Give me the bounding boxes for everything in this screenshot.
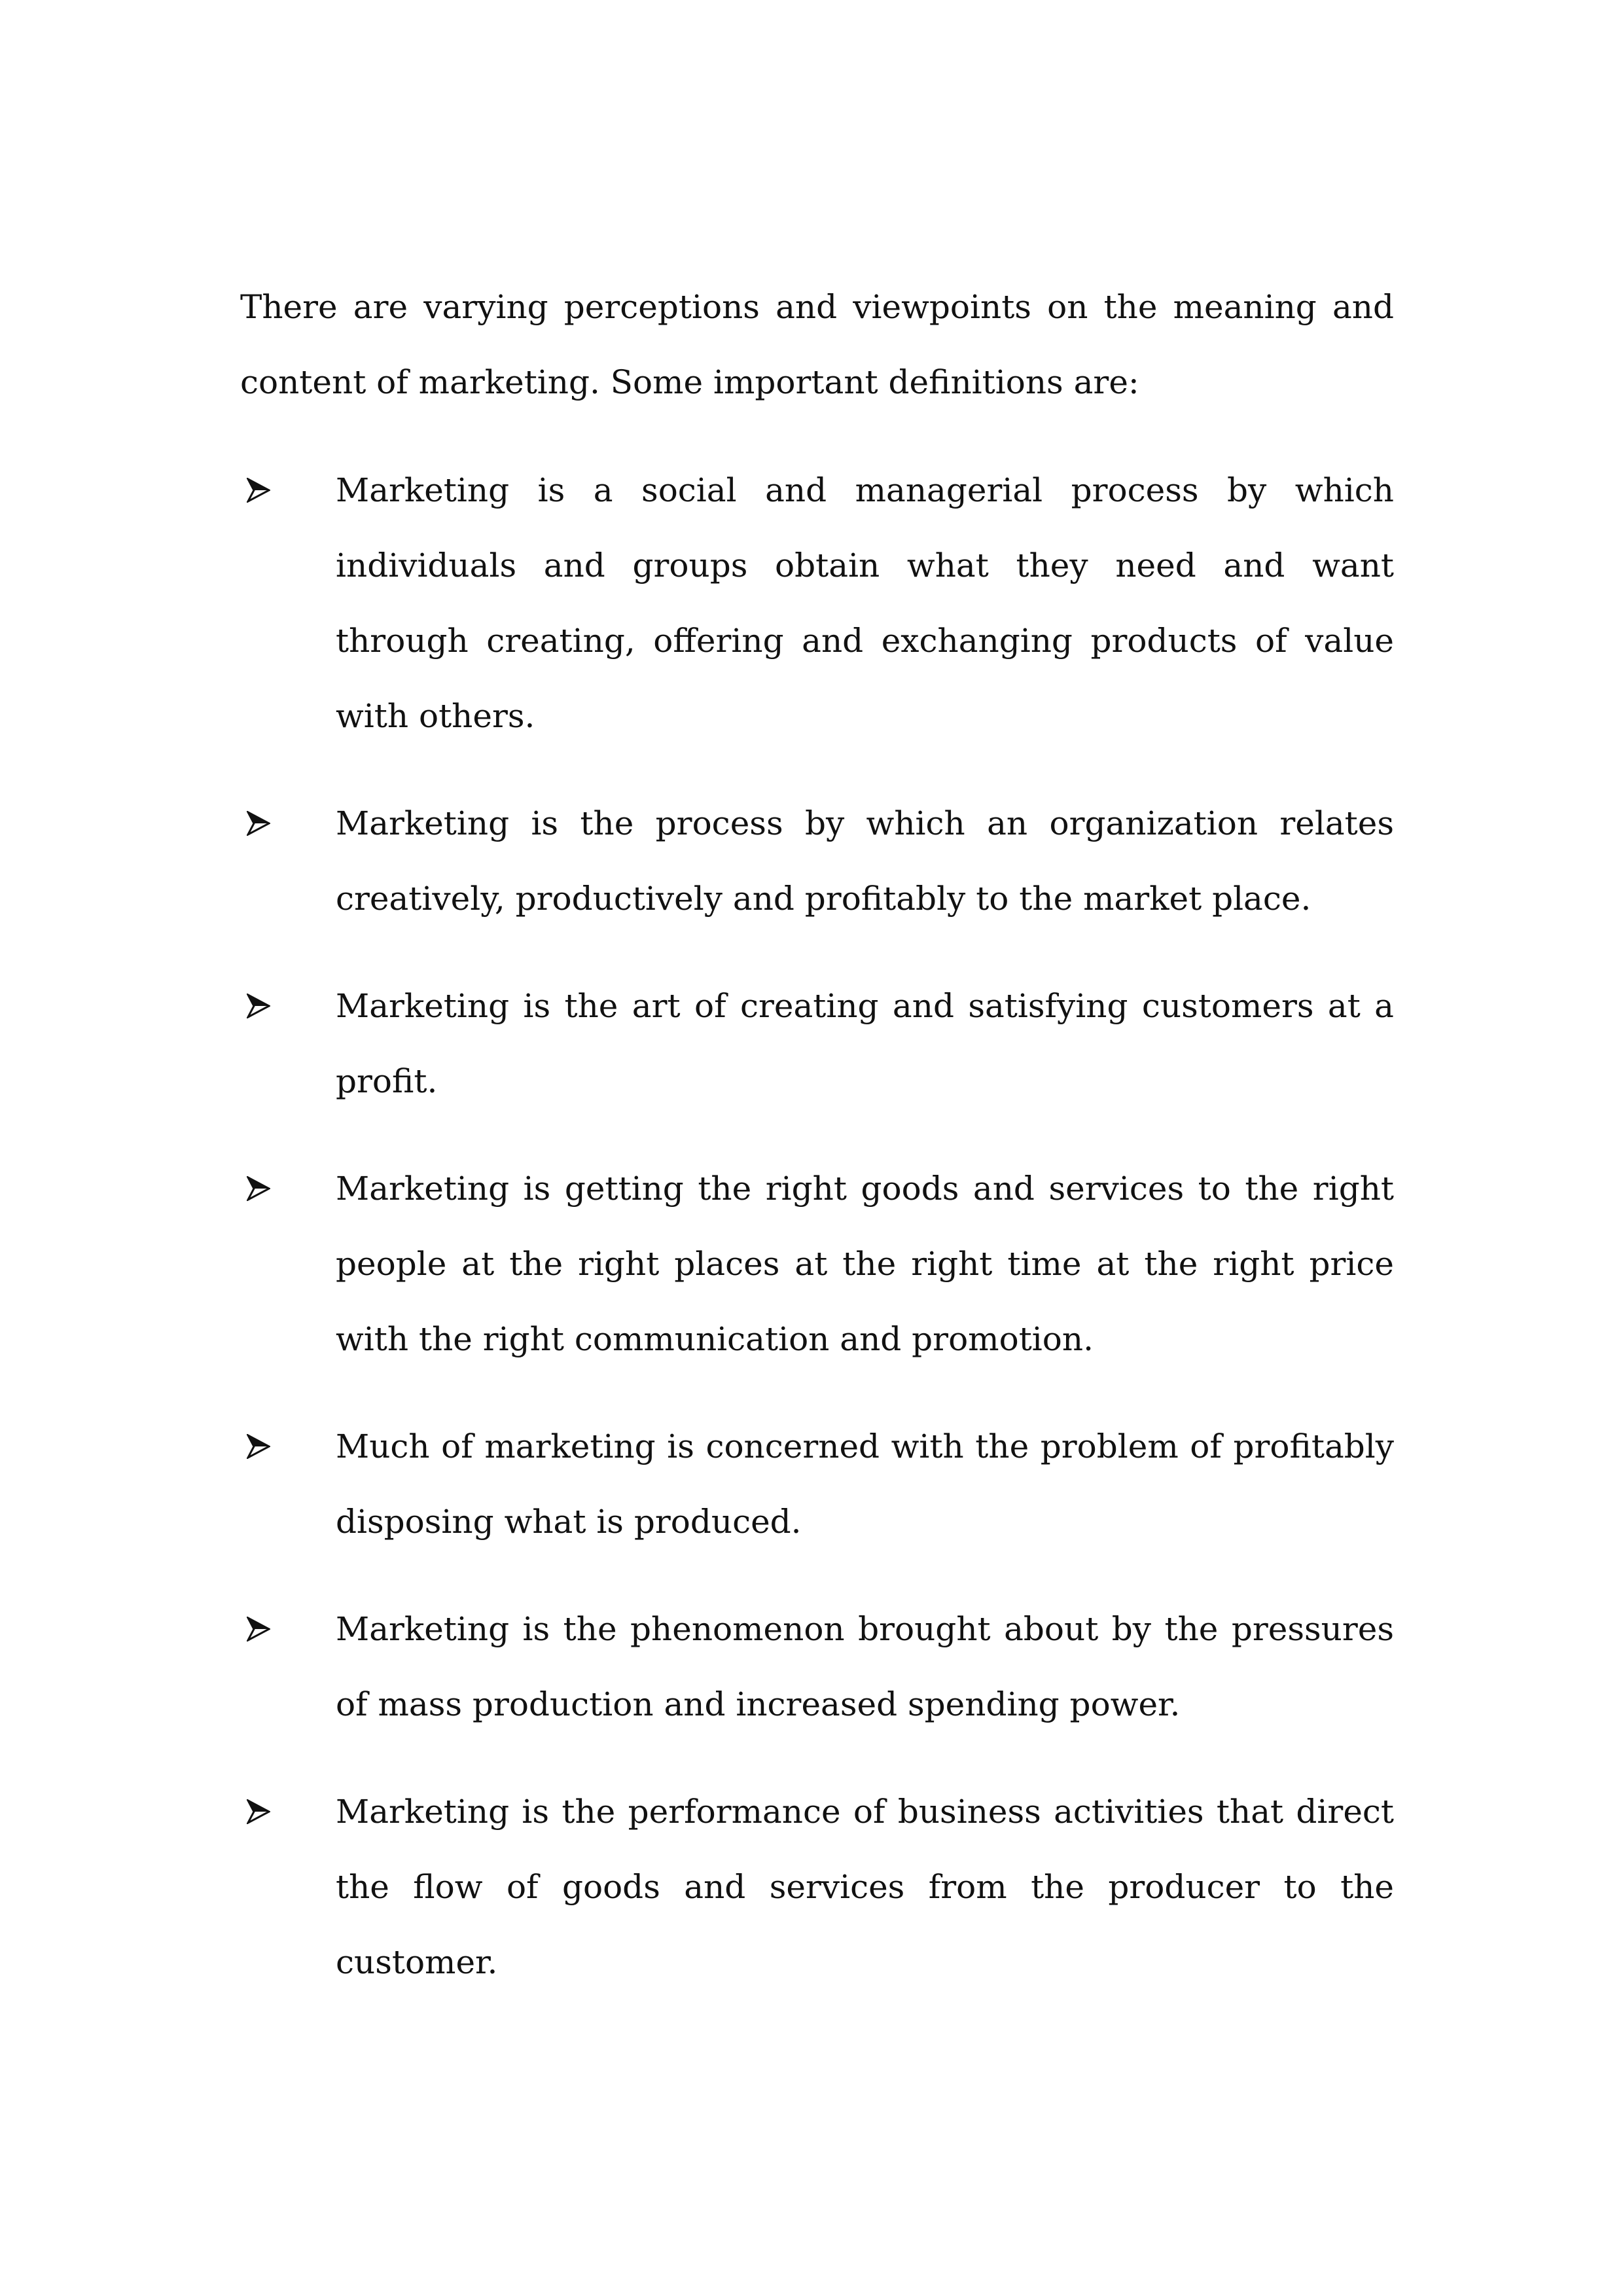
definition-text: Marketing is the performance of business activities that direct the flow of goods and services from the producer to the customer. <box>336 1793 1394 1981</box>
definitions-list <box>240 453 1394 2000</box>
document-body <box>240 270 1394 2032</box>
list-item <box>240 453 1394 754</box>
list-item <box>240 969 1394 1119</box>
list-item <box>240 786 1394 937</box>
arrowhead-bullet-icon <box>247 1176 270 1201</box>
list-item <box>240 1151 1394 1377</box>
definition-text: Marketing is the process by which an organization relates creatively, productively and profitably to the market place. <box>336 804 1394 918</box>
arrowhead-bullet-icon <box>247 811 270 836</box>
arrowhead-bullet-icon <box>247 1617 270 1641</box>
arrowhead-bullet-icon <box>247 1799 270 1824</box>
definition-text: Marketing is a social and managerial process by which individuals and groups obtain what they need and want through creating, offering and exchanging products of value with others. <box>336 471 1394 735</box>
arrowhead-bullet-icon <box>247 1434 270 1459</box>
definition-text: Much of marketing is concerned with the problem of profitably disposing what is produced. <box>336 1427 1394 1541</box>
arrowhead-bullet-icon <box>247 478 270 503</box>
intro-paragraph: There are varying perceptions and viewpoints on the meaning and content of marketing. Some important definitions are: <box>240 288 1394 401</box>
definition-text: Marketing is the art of creating and satisfying customers at a profit. <box>336 987 1394 1100</box>
list-item <box>240 1592 1394 1742</box>
definition-text: Marketing is getting the right goods and services to the right people at the right places at the right time at the right price with the right communication and promotion. <box>336 1170 1394 1358</box>
list-item <box>240 1774 1394 2000</box>
definition-text: Marketing is the phenomenon brought about by the pressures of mass production and increased spending power. <box>336 1610 1394 1723</box>
list-item <box>240 1409 1394 1560</box>
arrowhead-bullet-icon <box>247 994 270 1018</box>
